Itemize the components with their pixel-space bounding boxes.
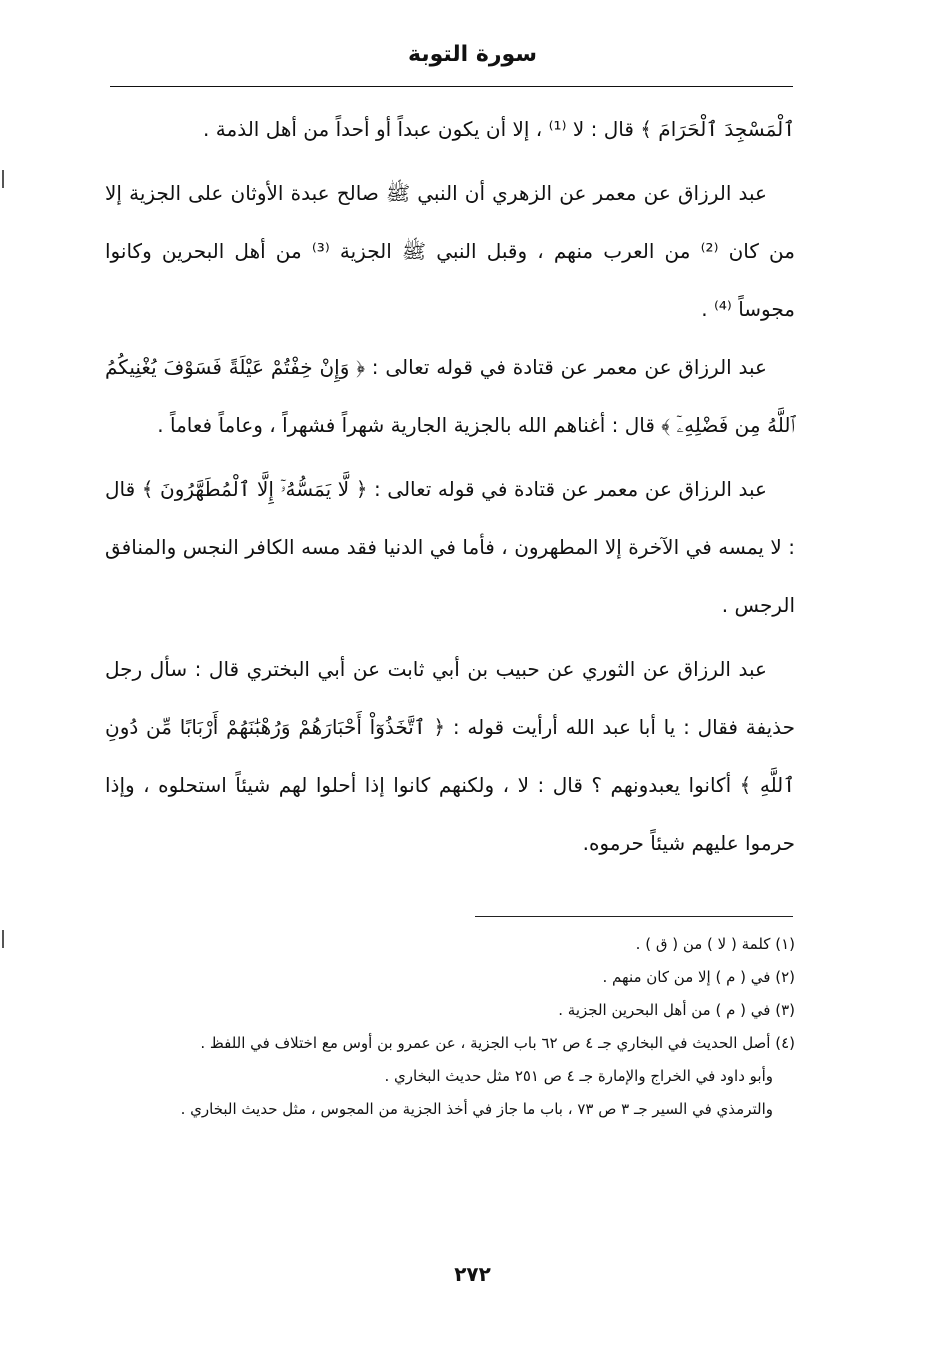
footnote-4-continuation-1: وأبو داود في الخراج والإمارة جـ ٤ ص ٢٥١ مثل حديث البخاري . xyxy=(384,1067,773,1085)
footnote-3: (٣) في ( م ) من أهل البحرين الجزية . xyxy=(558,1001,795,1019)
paragraph-2 xyxy=(105,164,795,338)
page-header-title: سورة التوبة xyxy=(408,42,537,67)
footnote-1: (١) كلمة ( لا ) من ( ق ) . xyxy=(635,935,795,953)
footnote-2: (٢) في ( م ) إلا من كان منهم . xyxy=(602,968,795,986)
paragraph-2-text: عبد الرزاق عن معمر عن الزهري أن النبي ﷺ صالح عبدة الأوثان على الجزية إلا من كان ⁽²⁾ من العرب منهم ، وقبل النبي ﷺ الجزية ⁽³⁾ من أهل البحرين وكانوا مجوساً ⁽⁴⁾ . xyxy=(105,181,795,321)
main-text xyxy=(105,100,795,872)
page-number: ٢٧٢ xyxy=(454,1262,491,1286)
scan-edge-mark xyxy=(2,930,4,948)
footnote-divider xyxy=(475,916,793,917)
footnotes xyxy=(105,928,795,1126)
footnote-4-continuation-2: والترمذي في السير جـ ٣ ص ٧٣ ، باب ما جاز في أخذ الجزية من المجوس ، مثل حديث البخاري . xyxy=(180,1100,773,1118)
paragraph-4 xyxy=(105,460,795,634)
paragraph-4-text: عبد الرزاق عن معمر عن قتادة في قوله تعالى : ﴿ لَّا يَمَسُّهُۥٓ إِلَّا ٱلْمُطَهَّرُونَ ﴾ قال : لا يمسه في الآخرة إلا المطهرون ، فأما في الدنيا فقد مسه الكافر النجس والمنافق الرجس . xyxy=(105,477,795,617)
paragraph-1: ٱلْمَسْجِدَ ٱلْحَرَامَ ﴾ قال : لا ⁽¹⁾ ، إلا أن يكون عبداً أو أحداً من أهل الذمة . xyxy=(203,117,795,141)
paragraph-5-text: عبد الرزاق عن الثوري عن حبيب بن أبي ثابت عن أبي البختري قال : سأل رجل حذيفة فقال : يا أبا عبد الله أرأيت قوله : ﴿ ٱتَّخَذُوٓاْ أَحْبَارَهُمْ وَرُهْبَٰنَهُمْ أَرْبَابًا مِّن دُونِ ٱللَّهِ ﴾ أكانوا يعبدونهم ؟ قال : لا ، ولكنهم كانوا إذا أحلوا لهم شيئاً استحلوه ، وإذا حرموا عليهم شيئاً حرموه. xyxy=(105,657,795,855)
paragraph-3-text: عبد الرزاق عن معمر عن قتادة في قوله تعالى : ﴿ وَإِنْ خِفْتُمْ عَيْلَةً فَسَوْفَ يُغْنِيكُمُ ٱللَّهُ مِن فَضْلِهِۦٓ ﴾ قال : أغناهم الله بالجزية الجارية شهراً فشهراً ، وعاماً فعاماً . xyxy=(105,355,795,437)
paragraph-5 xyxy=(105,640,795,872)
footnote-4: (٤) أصل الحديث في البخاري جـ ٤ ص ٦٢ باب الجزية ، عن عمرو بن أوس مع اختلاف في اللفظ . xyxy=(200,1034,795,1052)
paragraph-3 xyxy=(105,338,795,454)
scan-edge-mark xyxy=(2,170,4,188)
header-divider xyxy=(110,86,793,87)
